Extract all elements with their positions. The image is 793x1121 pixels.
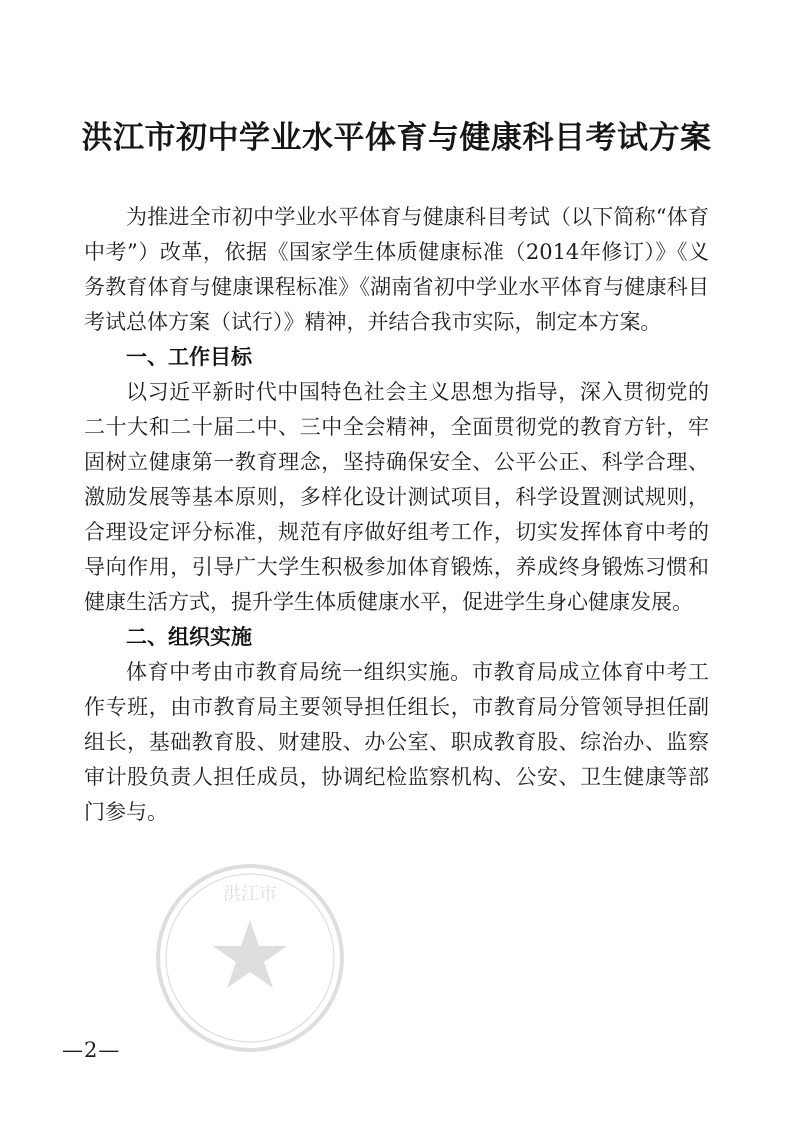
page-number: —2— — [62, 1038, 121, 1062]
intro-paragraph: 为推进全市初中学业水平体育与健康科目考试（以下简称“体育中考”）改革，依据《国家学生体质健康标准（2014年修订）》《义务教育体育与健康课程标准》《湖南省初中学业水平体育与健康科目考试总体方案（试行）》精神，并结合我市实际，制定本方案。 — [84, 205, 709, 334]
section-heading-goals: 一、工作目标 — [126, 345, 252, 369]
document-title: 洪江市初中学业水平体育与健康科目考试方案 — [81, 120, 712, 156]
seal-star-icon — [213, 920, 287, 988]
seal-inner-ring — [166, 874, 334, 1042]
section-body-organization: 体育中考由市教育局统一组织实施。市教育局成立体育中考工作专班，由市教育局主要领导担任组长，市教育局分管领导担任副组长，基础教育股、财建股、办公室、职成教育股、综治办、监察审计股负责人担任成员，协调纪检监察机构、公安、卫生健康等部门参与。 — [84, 660, 709, 824]
document-body — [84, 200, 709, 830]
section-body-goals: 以习近平新时代中国特色社会主义思想为指导，深入贯彻党的二十大和二十届二中、三中全会精神，全面贯彻党的教育方针，牢固树立健康第一教育理念，坚持确保安全、公平公正、科学合理、激励发展等基本原则，多样化设计测试项目，科学设置测试规则，合理设定评分标准，规范有序做好组考工作，切实发挥体育中考的导向作用，引导广大学生积极参加体育锻炼，养成终身锻炼习惯和健康生活方式，提升学生体质健康水平，促进学生身心健康发展。 — [84, 380, 709, 614]
section-heading-organization: 二、组织实施 — [126, 625, 252, 649]
official-seal-stamp — [150, 858, 350, 1058]
seal-text: 洪江市 — [223, 884, 277, 905]
seal-outer-ring — [158, 866, 342, 1050]
